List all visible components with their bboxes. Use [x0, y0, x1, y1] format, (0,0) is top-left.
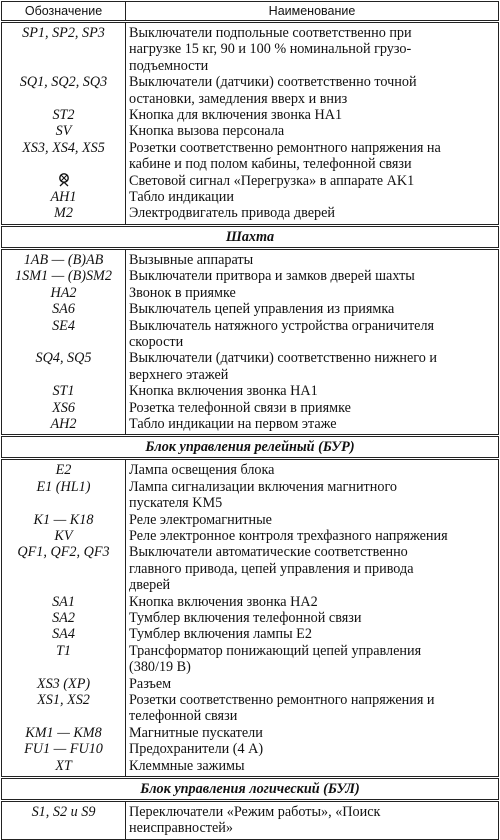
designation-cell — [2, 205, 126, 225]
name-line: неисправностей» — [129, 820, 233, 837]
table-row — [2, 107, 499, 123]
designation-table-page — [1, 1, 498, 837]
bur-section — [2, 459, 499, 778]
name-cell — [126, 643, 499, 676]
designation-cell — [2, 692, 126, 725]
table-row — [2, 123, 499, 139]
name-cell — [126, 528, 499, 544]
designation-cell — [2, 140, 126, 173]
name-cell — [126, 758, 499, 778]
designation-text: KV — [54, 527, 73, 544]
designation-cell — [2, 173, 126, 189]
name-line: Тумблер включения телефонной связи — [129, 610, 362, 626]
designation-text: SE4 — [52, 317, 75, 334]
name-line: Выключатели (датчики) соответственно нижнего и — [129, 350, 437, 367]
name-line: телефонной связи — [129, 708, 238, 725]
designation-cell — [2, 74, 126, 107]
designation-text: 1AB — (B)AB — [23, 251, 104, 268]
table-row — [2, 416, 499, 436]
name-cell — [126, 123, 499, 139]
name-cell — [126, 22, 499, 75]
table-row — [2, 626, 499, 642]
table-row — [2, 318, 499, 351]
name-line: скорости — [129, 333, 184, 350]
name-cell — [126, 801, 499, 840]
name-cell — [126, 318, 499, 351]
designation-cell — [2, 189, 126, 205]
table-row — [2, 22, 499, 75]
designation-cell — [2, 107, 126, 123]
section-row — [2, 225, 499, 248]
designation-text: E1 (HL1) — [36, 478, 91, 495]
designation-cell — [2, 459, 126, 479]
name-line: Розетки соответственно ремонтного напряжения на — [129, 139, 441, 156]
name-line: главного привода, цепей управления и привода — [129, 560, 414, 577]
section-row — [2, 436, 499, 459]
name-line: Предохранители (4 А) — [129, 741, 264, 758]
designation-cell — [2, 285, 126, 301]
table-row — [2, 301, 499, 317]
name-line: Вызывные аппараты — [129, 251, 254, 268]
name-line: Табло индикации на первом этаже — [129, 415, 337, 432]
name-line: Розетка телефонной связи в приямке — [129, 399, 351, 416]
table-row — [2, 528, 499, 544]
name-line: Реле электромагнитные — [129, 511, 272, 528]
table-row — [2, 350, 499, 383]
designation-cell — [2, 123, 126, 139]
name-line: Выключатели автоматические соответственно — [129, 544, 408, 561]
name-cell — [126, 594, 499, 610]
table-row — [2, 400, 499, 416]
name-line: Кнопка для включения звонка HA1 — [129, 107, 343, 124]
designation-cell — [2, 801, 126, 840]
name-cell — [126, 205, 499, 225]
column-header-name: Наименование — [126, 2, 499, 22]
table-row — [2, 610, 499, 626]
name-line: пускателя KM5 — [129, 495, 223, 512]
name-cell — [126, 676, 499, 692]
designation-text: SA1 — [52, 593, 75, 610]
name-cell — [126, 400, 499, 416]
designation-table — [1, 1, 499, 840]
designation-cell — [2, 741, 126, 757]
name-cell — [126, 479, 499, 512]
designation-text: HA2 — [50, 284, 77, 301]
section-title-bur: Блок управления релейный (БУР) — [2, 436, 499, 459]
table-row — [2, 268, 499, 284]
designation-cell — [2, 676, 126, 692]
name-cell — [126, 626, 499, 642]
designation-cell — [2, 643, 126, 676]
designation-cell — [2, 383, 126, 399]
designation-text: XT — [55, 757, 72, 774]
designation-cell — [2, 416, 126, 436]
table-row — [2, 741, 499, 757]
table-row — [2, 248, 499, 268]
designation-text: SQ4, SQ5 — [35, 350, 92, 367]
bul-section-header — [2, 778, 499, 801]
name-line: Выключатель цепей управления из приямка — [129, 301, 395, 318]
designation-text: FU1 — FU10 — [24, 741, 103, 758]
designation-text: XS6 — [52, 399, 75, 416]
name-cell — [126, 107, 499, 123]
designation-text: T1 — [56, 642, 71, 659]
designation-text: E2 — [55, 462, 72, 479]
table-row — [2, 643, 499, 676]
table-row — [2, 285, 499, 301]
table-row — [2, 205, 499, 225]
name-line: Трансформатор понижающий цепей управления — [129, 642, 422, 659]
name-line: Реле электронное контроля трехфазного напряжения — [129, 527, 448, 544]
name-line: Лампа освещения блока — [129, 462, 275, 479]
designation-text: QF1, QF2, QF3 — [17, 544, 110, 561]
section-title-bul: Блок управления логический (БУЛ) — [2, 778, 499, 801]
name-line: Лампа сигнализации включения магнитного — [129, 478, 398, 495]
column-header-designation: Обозначение — [2, 2, 126, 22]
designation-cell — [2, 626, 126, 642]
name-line: Клеммные зажимы — [129, 757, 245, 774]
name-line: верхнего этажей — [129, 366, 229, 383]
table-row — [2, 676, 499, 692]
name-cell — [126, 459, 499, 479]
name-line: Выключатель натяжного устройства ограничителя — [129, 317, 435, 334]
name-cell — [126, 301, 499, 317]
designation-cell — [2, 301, 126, 317]
name-line: Переключатели «Режим работы», «Поиск — [129, 804, 381, 821]
name-cell — [126, 285, 499, 301]
designation-cell — [2, 400, 126, 416]
name-line: подъемности — [129, 57, 209, 74]
table-row — [2, 594, 499, 610]
name-cell — [126, 74, 499, 107]
designation-text: XS3, XS4, XS5 — [22, 139, 105, 156]
name-cell — [126, 173, 499, 189]
name-cell — [126, 544, 499, 593]
designation-text: SA2 — [52, 610, 75, 626]
name-cell — [126, 725, 499, 741]
name-line: Выключатели (датчики) соответственно точной — [129, 74, 417, 91]
table-row — [2, 801, 499, 840]
name-line: Выключатели подпольные соответственно при — [129, 25, 412, 41]
table-row — [2, 725, 499, 741]
table-row — [2, 544, 499, 593]
name-cell — [126, 248, 499, 268]
name-line: Магнитные пускатели — [129, 724, 263, 741]
designation-cell — [2, 610, 126, 626]
bul-section — [2, 801, 499, 840]
name-line: (380/19 В) — [129, 659, 191, 676]
table-row — [2, 383, 499, 399]
designation-text: SP1, SP2, SP3 — [22, 25, 105, 41]
designation-cell — [2, 318, 126, 351]
name-line: дверей — [129, 577, 171, 594]
designation-text: SQ1, SQ2, SQ3 — [19, 74, 108, 91]
name-cell — [126, 692, 499, 725]
table-header-row — [2, 2, 499, 22]
shaft-section-header — [2, 225, 499, 248]
designation-text: XS3 (XP) — [36, 675, 91, 692]
designation-text: ST1 — [52, 383, 75, 400]
designation-text: AH1 — [50, 189, 77, 206]
name-cell — [126, 189, 499, 205]
designation-text: AH2 — [50, 415, 77, 432]
designation-text: SA6 — [52, 301, 75, 318]
name-line: Звонок в приямке — [129, 284, 236, 301]
designation-text: S1, S2 и S9 — [31, 804, 96, 821]
designation-cell — [2, 268, 126, 284]
designation-text: ST2 — [52, 107, 75, 124]
designation-cell — [2, 512, 126, 528]
table-row — [2, 692, 499, 725]
name-line: нагрузке 15 кг, 90 и 100 % номинальной грузо- — [129, 41, 412, 58]
name-line: Кнопка включения звонка HA2 — [129, 593, 318, 610]
name-cell — [126, 741, 499, 757]
designation-text: KM1 — KM8 — [25, 724, 102, 741]
table-row — [2, 74, 499, 107]
cabin-section — [2, 22, 499, 226]
table-row — [2, 173, 499, 189]
designation-text: K1 — K18 — [33, 511, 94, 528]
bur-section-header — [2, 436, 499, 459]
designation-text: 1SM1 — (B)SM2 — [15, 268, 112, 285]
name-line: Кнопка вызова персонала — [129, 123, 285, 140]
designation-cell — [2, 758, 126, 778]
table-row — [2, 459, 499, 479]
table-row — [2, 512, 499, 528]
shaft-section — [2, 248, 499, 435]
name-cell — [126, 350, 499, 383]
designation-cell — [2, 544, 126, 593]
designation-text: SV — [55, 123, 72, 140]
name-line: Кнопка включения звонка HA1 — [129, 383, 318, 400]
designation-text: XS1, XS2 — [37, 692, 90, 709]
name-cell — [126, 383, 499, 399]
name-line: Розетки соответственно ремонтного напряжения и — [129, 692, 435, 709]
name-line: остановки, замедления вверх и вниз — [129, 90, 348, 107]
name-cell — [126, 512, 499, 528]
table-row — [2, 140, 499, 173]
name-line: Электродвигатель привода дверей — [129, 205, 336, 222]
table-row — [2, 479, 499, 512]
table-row — [2, 758, 499, 778]
designation-cell — [2, 528, 126, 544]
name-cell — [126, 416, 499, 436]
name-line: Световой сигнал «Перегрузка» в аппарате AK1 — [129, 172, 415, 189]
name-line: Выключатели притвора и замков дверей шахты — [129, 268, 415, 285]
designation-cell — [2, 594, 126, 610]
name-line: кабине и под полом кабины, телефонной связи — [129, 156, 412, 173]
designation-text: SA4 — [52, 626, 75, 643]
designation-text: M2 — [54, 205, 73, 222]
section-title-shaft: Шахта — [2, 225, 499, 248]
designation-cell — [2, 479, 126, 512]
designation-cell — [2, 725, 126, 741]
designation-cell — [2, 248, 126, 268]
designation-cell — [2, 350, 126, 383]
designation-cell — [2, 22, 126, 75]
name-line: Разъем — [129, 675, 172, 692]
name-cell — [126, 610, 499, 626]
name-cell — [126, 268, 499, 284]
name-cell — [126, 140, 499, 173]
section-row — [2, 778, 499, 801]
table-row — [2, 189, 499, 205]
signal-lamp-icon — [57, 173, 71, 187]
name-line: Табло индикации — [129, 189, 234, 206]
name-line: Тумблер включения лампы E2 — [129, 626, 312, 643]
